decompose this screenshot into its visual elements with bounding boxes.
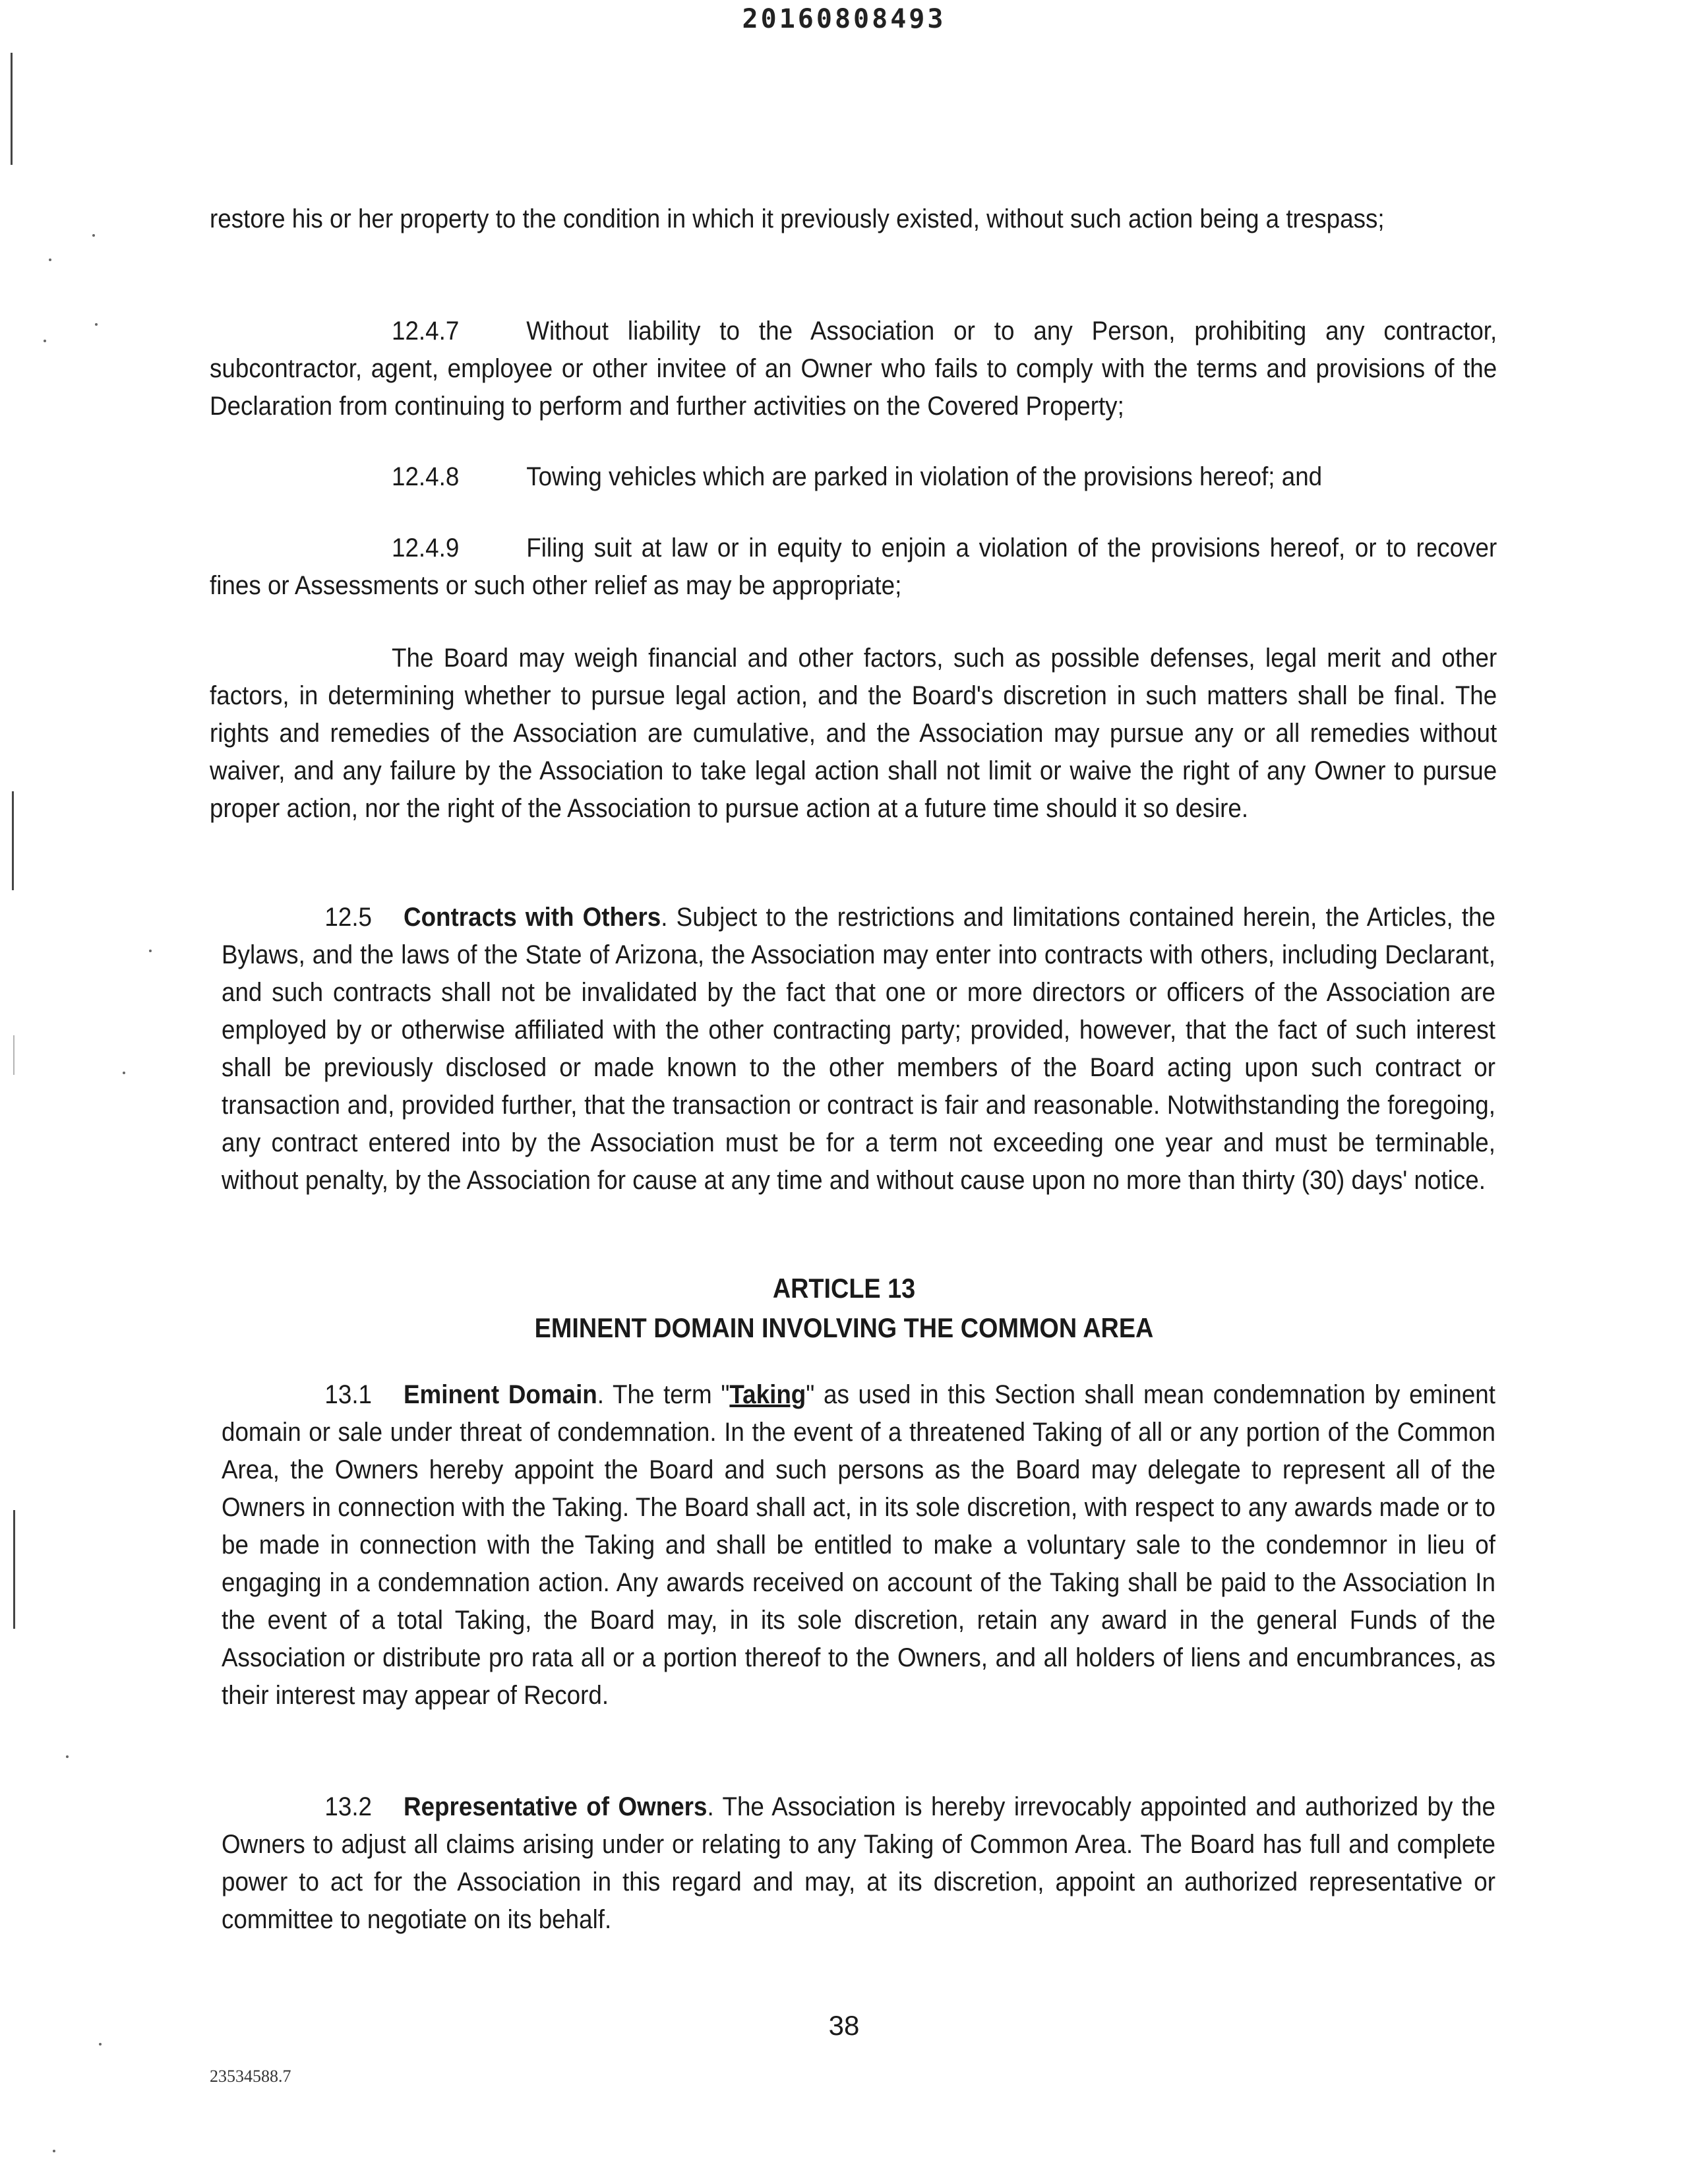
section-body: . The Association is hereby irrevocably appointed and authorized by the Owners to adjust all claims arising under or relating to any Taking of Common Area. The Board has full and complete power to act for the Association in this regard and may, at its discretion, appoint an authorized representative or committee to negotiate on its behalf.	[222, 1792, 1495, 1934]
section-body-part: . The term "	[597, 1380, 730, 1409]
recording-number: 20160808493	[742, 4, 946, 34]
paragraph-board-discretion	[210, 640, 1497, 828]
scan-edge-mark	[12, 791, 14, 890]
section-text	[222, 899, 1495, 1199]
scan-speck	[123, 1072, 125, 1074]
clause-12-4-9	[210, 530, 1497, 605]
scan-speck	[149, 950, 152, 952]
article-heading	[0, 1269, 1688, 1348]
section-number: 13.1	[324, 1380, 373, 1409]
clause-body: Filing suit at law or in equity to enjoin a violation of the provisions hereof, or to recover fines or Assessments or such other relief as may be appropriate;	[210, 533, 1497, 600]
scan-speck	[53, 2150, 55, 2152]
section-13-2	[222, 1788, 1495, 1939]
clause-text	[210, 313, 1497, 425]
clause-12-4-7	[210, 313, 1497, 425]
scan-edge-mark	[13, 1035, 15, 1075]
scan-speck	[92, 234, 95, 237]
scan-speck	[49, 258, 51, 261]
clause-number: 12.4.8	[392, 462, 460, 491]
section-12-5	[222, 899, 1495, 1199]
section-text	[222, 1788, 1495, 1939]
clause-body: Towing vehicles which are parked in violation of the provisions hereof; and	[526, 462, 1323, 491]
scan-edge-mark	[13, 1510, 15, 1629]
article-number: ARTICLE 13	[772, 1273, 916, 1304]
clause-text	[210, 458, 1497, 496]
scan-speck	[95, 323, 98, 326]
scan-edge-mark	[11, 53, 13, 165]
document-id: 23534588.7	[210, 2067, 291, 2086]
section-body: . Subject to the restrictions and limitations contained herein, the Articles, the Bylaws, and the laws of the State of Arizona, the Association may enter into contracts with others, including Declarant, and such contracts shall not be invalidated by the fact that one or more directors or officers of the Association are employed by or otherwise affiliated with the other contracting party; provided, however, that the fact of such interest shall be previously disclosed or made known to the other members of the Board acting upon such contract or transaction and, provided further, that the transaction or contract is fair and reasonable. Notwithstanding the foregoing, any contract entered into by the Association must be for a term not exceeding one year and must be terminable, without penalty, by the Association for cause at any time and without cause upon no more than thirty (30) days' notice.	[222, 903, 1495, 1195]
paragraph-text: restore his or her property to the condition in which it previously existed, without such action being a trespass;	[210, 204, 1385, 233]
scan-speck	[66, 1755, 69, 1758]
section-body-part: " as used in this Section shall mean condemnation by eminent domain or sale under threat of condemnation. In the event of a threatened Taking of all or any portion of the Common Area, the Owners hereby appoint the Board and such persons as the Board may delegate to represent all of the Owners in connection with the Taking. The Board shall act, in its sole discretion, with respect to any awards made or to be made in connection with the Taking and shall be entitled to make a voluntary sale to the condemnor in lieu of engaging in a condemnation action. Any awards received on account of the Taking shall be paid to the Association In the event of a total Taking, the Board may, in its sole discretion, retain any award in the general Funds of the Association or distribute pro rata all or a portion thereof to the Owners, and all holders of liens and encumbrances, as their interest may appear of Record.	[222, 1380, 1495, 1710]
section-13-1	[222, 1376, 1495, 1714]
page-number: 38	[828, 2010, 860, 2041]
clause-number: 12.4.7	[392, 317, 460, 346]
section-heading: Representative of Owners	[404, 1792, 708, 1821]
paragraph-text: The Board may weigh financial and other factors, such as possible defenses, legal merit and other factors, in determining whether to pursue legal action, and the Board's discretion in such matters shall be final. The rights and remedies of the Association are cumulative, and the Association may pursue any or all remedies without waiver, and any failure by the Association to take legal action shall not limit or waive the right of any Owner to pursue proper action, nor the right of the Association to pursue action at a future time should it so desire.	[210, 644, 1497, 823]
paragraph-continuation	[210, 200, 1497, 238]
clause-number: 12.4.9	[392, 533, 460, 562]
section-number: 13.2	[324, 1792, 373, 1821]
clause-text	[210, 530, 1497, 605]
scan-speck	[44, 340, 46, 342]
scan-speck	[99, 2043, 102, 2046]
clause-body: Without liability to the Association or to any Person, prohibiting any contractor, subcontractor, agent, employee or other invitee of an Owner who fails to comply with the terms and provisions of the Declaration from continuing to perform and further activities on the Covered Property;	[210, 317, 1497, 421]
defined-term: Taking	[729, 1380, 806, 1409]
section-heading: Contracts with Others	[404, 903, 661, 932]
article-title: EMINENT DOMAIN INVOLVING THE COMMON AREA	[534, 1312, 1154, 1343]
section-number: 12.5	[324, 903, 373, 932]
section-heading: Eminent Domain	[404, 1380, 597, 1409]
clause-12-4-8	[210, 458, 1497, 496]
section-text	[222, 1376, 1495, 1714]
